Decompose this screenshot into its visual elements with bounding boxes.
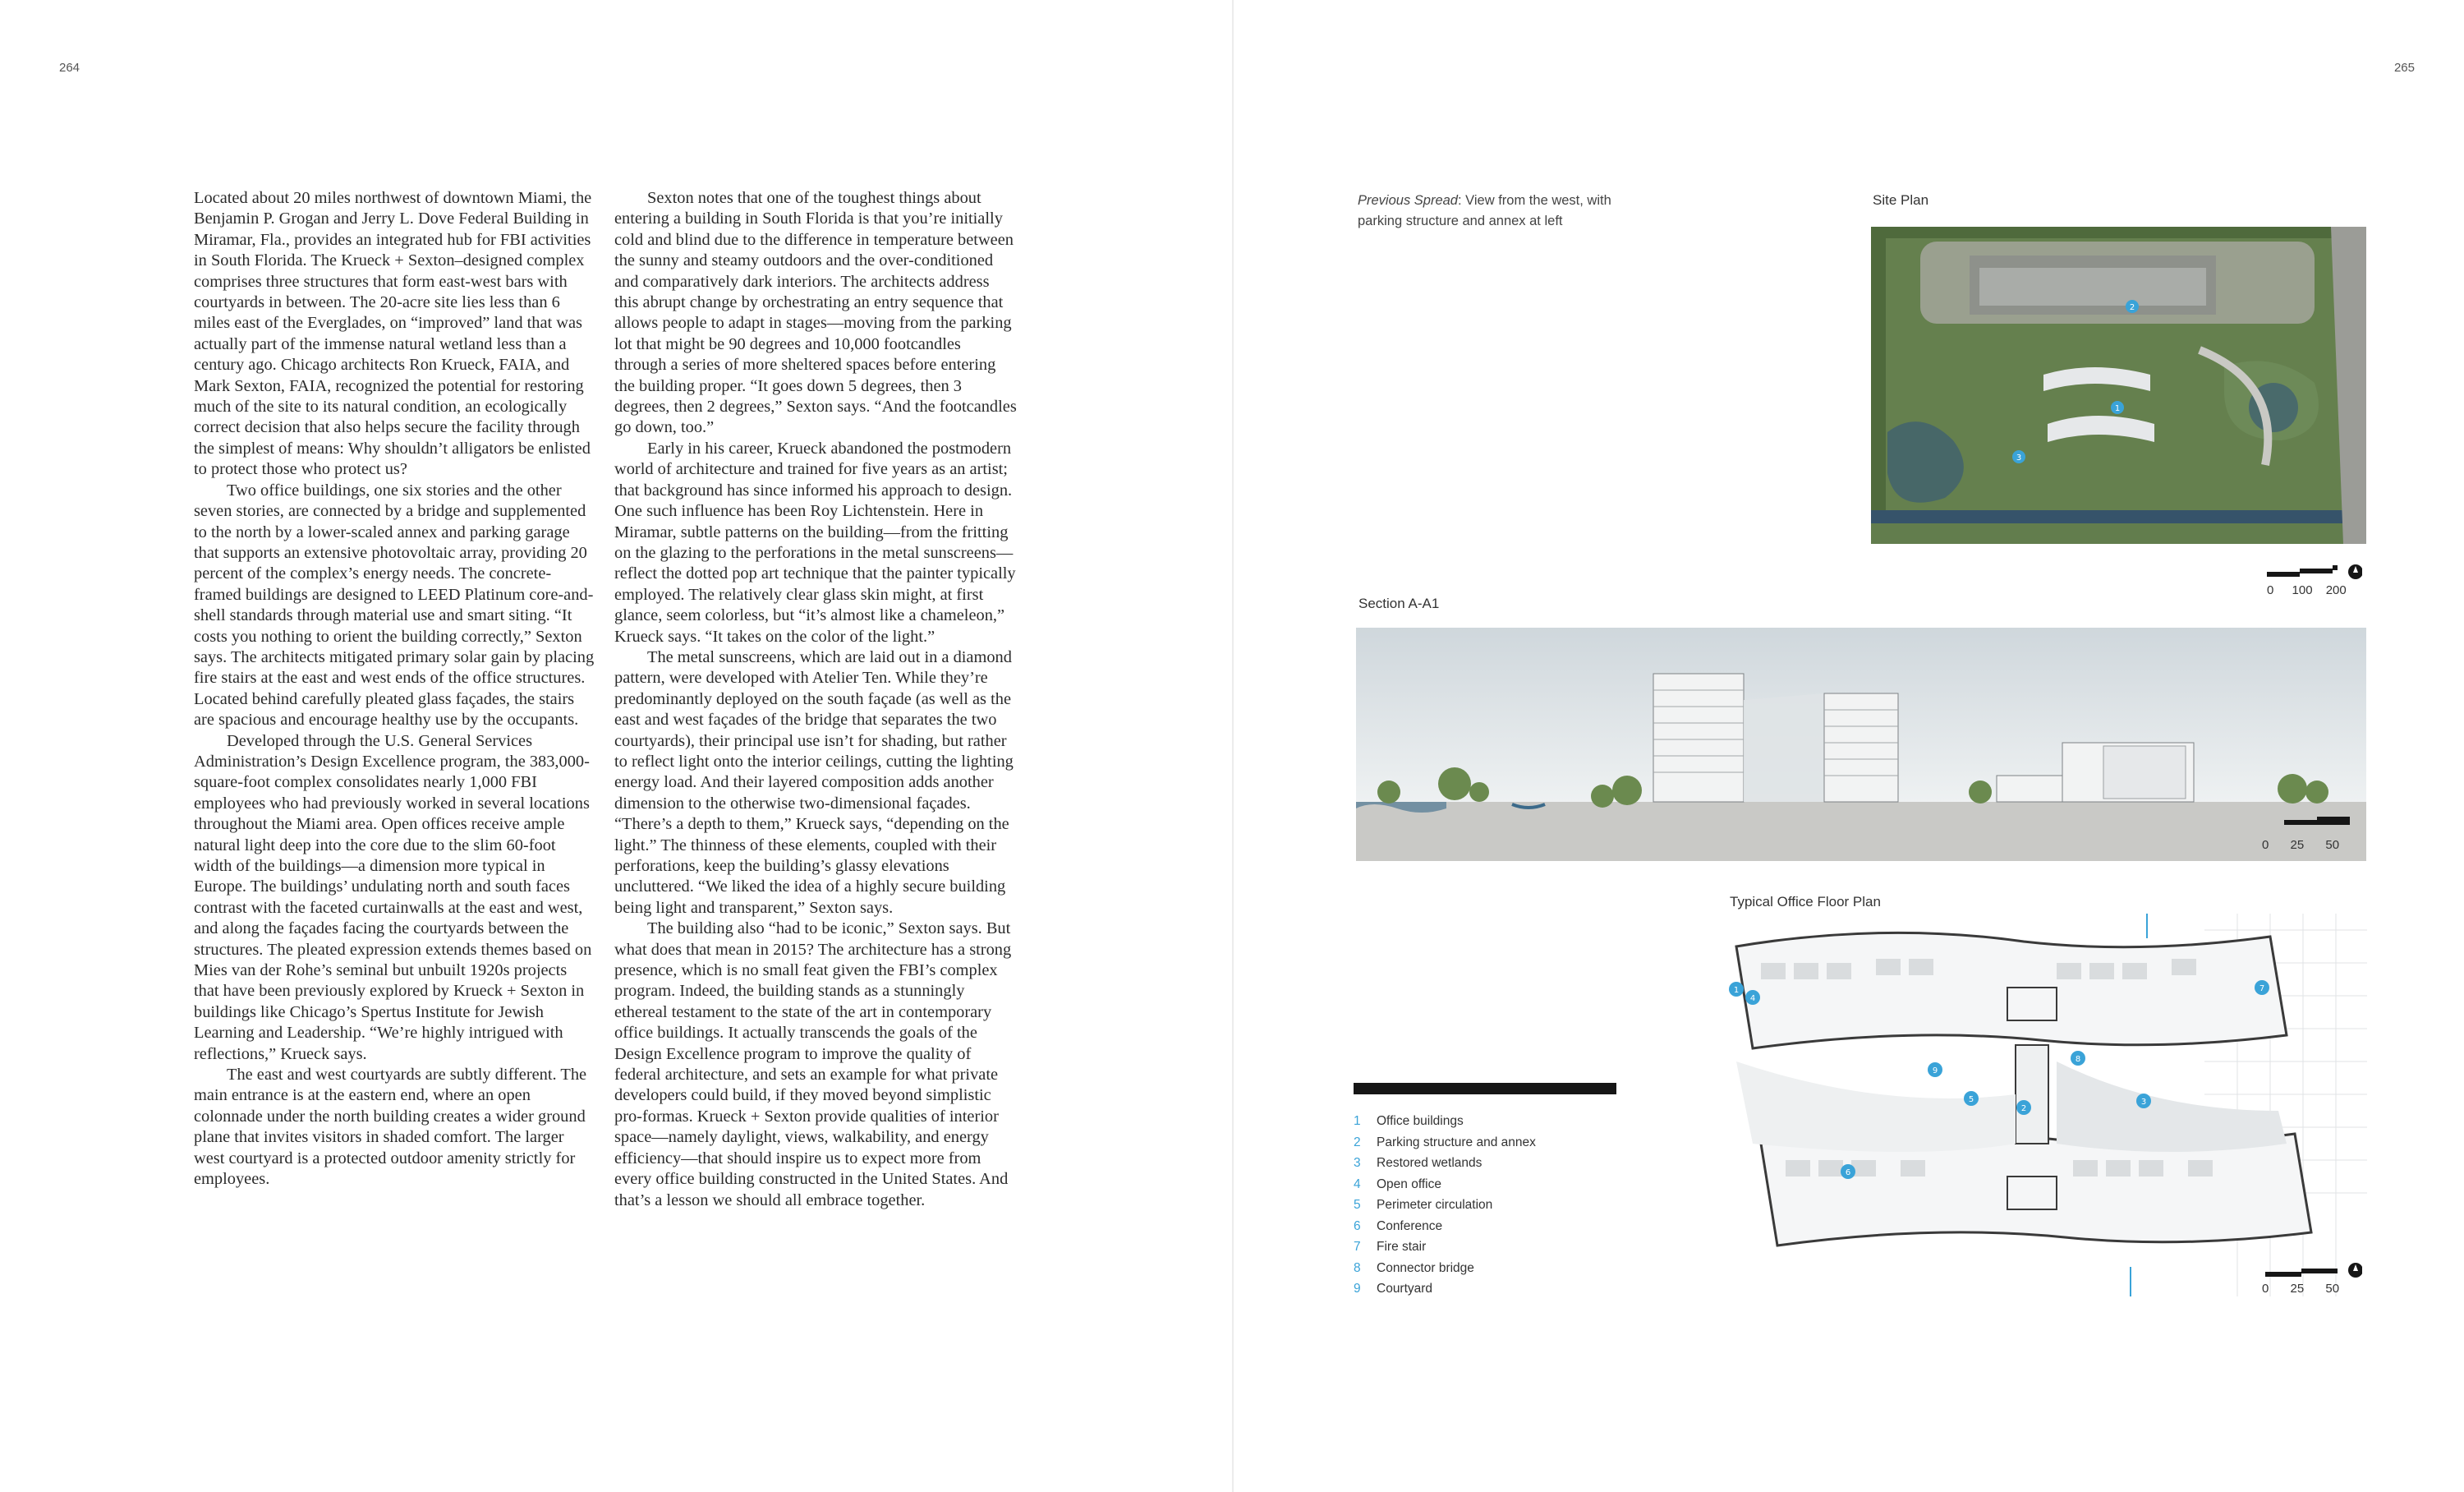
- body-column-1: [194, 188, 595, 1190]
- floor-plan-scale-bar: [2264, 1259, 2362, 1282]
- floor-plan-scale-labels: [2262, 1282, 2339, 1296]
- scale-label: 100: [2292, 583, 2313, 597]
- legend-rule: [1354, 1083, 1616, 1094]
- legend-item: [1354, 1195, 1536, 1216]
- paragraph: Sexton notes that one of the toughest things about entering a building in South Florida is that you’re initially cold and blind due to the difference in temperature between the sunny and steamy outdoors and the over-conditioned and comparatively dark interiors. The architects address this abrupt change by orchestrating an entry sequence that allows people to adapt in stages—moving from the parking lot that might be 90 degrees and 10,000 footcandles through a series of more sheltered spaces before entering the building proper. “It goes down 5 degrees, then 3 degrees, then 2 degrees,” Sexton says. “And the footcandles go down, too.”: [614, 189, 1017, 437]
- floor-marker: 4: [1749, 994, 1756, 1003]
- legend-item: [1354, 1153, 1536, 1174]
- site-marker-1: 1: [2114, 404, 2121, 413]
- site-plan-image: [1871, 227, 2366, 544]
- legend-number: 8: [1354, 1260, 1361, 1275]
- section-scale-labels: [2262, 838, 2339, 852]
- floor-marker: 6: [1845, 1168, 1851, 1177]
- legend-item: [1354, 1111, 1536, 1132]
- site-marker-3: 3: [2016, 454, 2022, 463]
- page-number-right: 265: [2393, 61, 2415, 75]
- legend-label: Connector bridge: [1377, 1260, 1474, 1275]
- floor-marker: 1: [1733, 986, 1740, 995]
- legend-label: Open office: [1377, 1177, 1441, 1191]
- scale-label: 50: [2325, 1282, 2340, 1296]
- floor-marker: 5: [1968, 1095, 1974, 1104]
- site-plan-scale-labels: [2267, 583, 2347, 597]
- section-drawing: [1356, 628, 2366, 861]
- legend-number: 2: [1354, 1135, 1361, 1149]
- paragraph: The building also “had to be iconic,” Sexton says. But what does that mean in 2015? The architecture has a strong presence, which is no small feat given the FBI’s complex program. Indeed, the building stands as a stunningly ethereal testament to the state of the art in contemporary office buildings. It actually transcends the goals of the Design Excellence program to improve the quality of federal architecture, and sets an example for what private developers could build, if they moved beyond simplistic pro-formas. Krueck + Sexton provide qualities of interior space—namely daylight, views, walkability, and energy efficiency—that should inspire us to expect more from every office building constructed in the United States. And that’s a lesson we should all embrace together.: [614, 919, 1012, 1209]
- legend-number: 6: [1354, 1218, 1361, 1233]
- legend-label: Restored wetlands: [1377, 1156, 1483, 1170]
- floor-plan-title: Typical Office Floor Plan: [1730, 894, 1881, 909]
- floor-plan-image: [1712, 914, 2367, 1296]
- scale-label: 50: [2325, 838, 2340, 852]
- floor-marker: 9: [1932, 1066, 1938, 1075]
- legend-label: Parking structure and annex: [1377, 1135, 1536, 1149]
- legend-number: 5: [1354, 1198, 1361, 1212]
- scale-label: 0: [2262, 1282, 2269, 1296]
- floor-marker: 7: [2259, 984, 2265, 993]
- legend-item: [1354, 1132, 1536, 1154]
- legend-item: [1354, 1258, 1536, 1279]
- floor-marker: 3: [2140, 1098, 2147, 1107]
- scale-label: 200: [2325, 583, 2347, 597]
- floor-plan-drawing: [1712, 914, 2367, 1296]
- site-plan-drawing: [1871, 227, 2366, 544]
- paragraph: The east and west courtyards are subtly different. The main entrance is at the eastern end, where an open colonnade under the north building creates a wider ground plane that invites visitors in shaded comfort. The larger west courtyard is a protected outdoor amenity strictly for employees.: [194, 1066, 587, 1189]
- legend-number: 7: [1354, 1240, 1361, 1254]
- legend-item: [1354, 1278, 1536, 1300]
- paragraph: Two office buildings, one six stories and the other seven stories, are connected by a bridge and supplemented to the north by a lower-scaled annex and parking garage that supports an extensive photovoltaic array, providing 20 percent of the complex’s energy needs. The concrete-framed buildings are designed to LEED Platinum core-and-shell standards through material use and smart siting. “It costs you nothing to orient the building correctly,” Sexton says. The architects mitigated primary solar gain by placing fire stairs at the east and west ends of the office structures. Located behind carefully pleated glass façades, the stairs are spacious and encourage healthy use by the occupants.: [194, 481, 595, 730]
- legend-label: Perimeter circulation: [1377, 1198, 1493, 1212]
- paragraph: Developed through the U.S. General Services Administration’s Design Excellence program, the 383,000-square-foot complex consolidates nearly 1,000 FBI employees who had previously worked in several locations throughout the Miami area. Open offices receive ample natural light deep into the core due to the slim 60-foot width of the buildings—a dimension more typical in Europe. The buildings’ undulating north and south faces contrast with the faceted curtainwalls at the east and west, and along the façades facing the courtyards between the structures. The pleated expression extends themes based on Mies van der Rohe’s seminal but unbuilt 1920s projects that have been previously explored by Krueck + Sexton in buildings like Chicago’s Spertus Institute for Jewish Learning and Leadership. “We’re highly intrigued with reflections,” Krueck says.: [194, 731, 592, 1063]
- legend-number: 9: [1354, 1282, 1361, 1296]
- legend-item: [1354, 1216, 1536, 1237]
- caption-text: : View from the west, with parking structure and annex at left: [1358, 193, 1611, 228]
- paragraph: Early in his career, Krueck abandoned the postmodern world of architecture and trained for five years as an artist; that background has since informed his approach to design. One such influence has been Roy Lichtenstein. Here in Miramar, subtle patterns on the building—from the fritting on the glazing to the perforations in the metal sunscreens—reflect the dotted pop art technique that the painter typically employed. The relatively clear glass skin might, at first glance, seem colorless, but “it’s almost like a chameleon,” Krueck says. “It takes on the color of the light.”: [614, 439, 1016, 646]
- legend-item: [1354, 1174, 1536, 1195]
- scale-label: 25: [2290, 838, 2305, 852]
- site-marker-2: 2: [2129, 303, 2135, 312]
- floor-marker: 8: [2075, 1055, 2081, 1064]
- legend-number: 3: [1354, 1156, 1361, 1170]
- site-plan-scale-bar: [2265, 560, 2362, 583]
- body-column-2: [614, 188, 1017, 1211]
- scale-label: 25: [2290, 1282, 2305, 1296]
- caption-lead: Previous Spread: [1358, 193, 1458, 208]
- paragraph: Located about 20 miles northwest of downtown Miami, the Benjamin P. Grogan and Jerry L. Dove Federal Building in Miramar, Fla., provides an integrated hub for FBI activities in South Florida. The Krueck + Sexton–designed complex comprises three structures that form east-west bars with courtyards in between. The 20-acre site lies less than 6 miles east of the Everglades, on “improved” land that was actually part of the immense natural wetland less than a century ago. Chicago architects Ron Krueck, FAIA, and Mark Sexton, FAIA, recognized the potential for restoring much of the site to its natural condition, an ecologically correct decision that also helps secure the facility through the simplest of means: Why shouldn’t alligators be enlisted to protect those who protect us?: [194, 189, 592, 479]
- legend-label: Fire stair: [1377, 1240, 1427, 1254]
- floor-plan-legend: [1354, 1111, 1536, 1300]
- legend-number: 4: [1354, 1177, 1361, 1191]
- paragraph: The metal sunscreens, which are laid out in a diamond pattern, were developed with Atelier Ten. While they’re predominantly deployed on the south façade (as well as the east and west façades of the bridge that separates the two courtyards), their principal use isn’t for shading, but rather to reflect light onto the interior ceilings, cutting the lighting energy load. And their layered composition adds another dimension to the otherwise two-dimensional façades. “There’s a depth to them,” Krueck says, “depending on the light.” The thinness of these elements, coupled with their perforations, keep the building’s glassy elevations uncluttered. “We liked the idea of a highly secure building being light and transparent,” Sexton says.: [614, 647, 1014, 917]
- legend-label: Office buildings: [1377, 1114, 1464, 1128]
- page-number-left: 264: [59, 61, 80, 75]
- legend-number: 1: [1354, 1114, 1361, 1128]
- scale-label: 0: [2267, 583, 2274, 597]
- scale-label: 0: [2262, 838, 2269, 852]
- section-image: [1356, 628, 2366, 861]
- photo-caption: [1358, 191, 1629, 232]
- floor-marker: 2: [2020, 1104, 2027, 1113]
- site-plan-title: Site Plan: [1873, 192, 1929, 208]
- legend-label: Courtyard: [1377, 1282, 1433, 1296]
- section-title: Section A-A1: [1358, 596, 1440, 611]
- legend-item: [1354, 1236, 1536, 1258]
- legend-label: Conference: [1377, 1218, 1443, 1233]
